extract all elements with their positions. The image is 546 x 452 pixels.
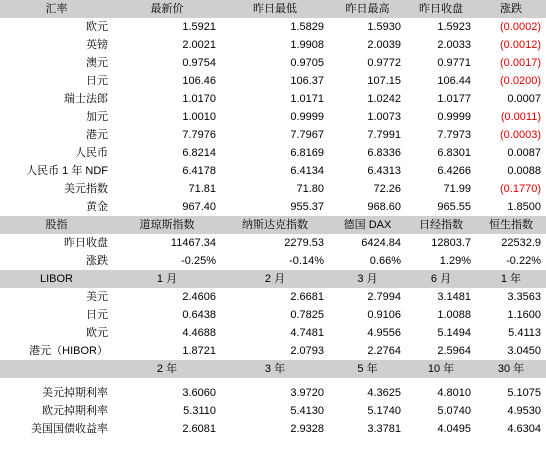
value-cell: 72.26	[373, 183, 401, 195]
libor-header-row	[0, 270, 546, 288]
value-cell: 965.55	[437, 201, 471, 213]
row-label: 日元	[86, 75, 108, 87]
row-label: 美元指数	[64, 183, 108, 195]
value-cell: 5.1494	[437, 327, 471, 339]
value-cell: 3.1481	[437, 291, 471, 303]
value-cell: 2.0793	[290, 345, 324, 357]
fx-row	[0, 72, 546, 90]
change-cell: (0.0017)	[500, 57, 541, 69]
value-cell: 2.0039	[367, 39, 401, 51]
indices-header-row	[0, 216, 546, 234]
fx-header-cell: 涨跌	[476, 0, 546, 18]
value-cell: 2.2764	[367, 345, 401, 357]
libor-row	[0, 288, 546, 306]
row-label: 英镑	[86, 39, 108, 51]
fx-row	[0, 198, 546, 216]
value-cell: 0.9106	[367, 309, 401, 321]
value-cell: 3.9720	[290, 387, 324, 399]
change-cell: (0.0011)	[500, 111, 541, 123]
value-cell: 2279.53	[284, 237, 324, 249]
value-cell: 22532.9	[501, 237, 541, 249]
value-cell: 7.7991	[367, 129, 401, 141]
value-cell: 6.8336	[367, 147, 401, 159]
value-cell: 2.4606	[182, 291, 216, 303]
libor-row	[0, 342, 546, 360]
libor-header-cell: LIBOR	[0, 270, 113, 288]
value-cell: 107.15	[367, 75, 401, 87]
row-label: 美元	[86, 291, 108, 303]
value-cell: 0.6438	[182, 309, 216, 321]
value-cell: 1.8721	[182, 345, 216, 357]
row-label: 欧元	[86, 21, 108, 33]
value-cell: 7.7973	[437, 129, 471, 141]
value-cell: 6.4313	[367, 165, 401, 177]
value-cell: 2.6681	[290, 291, 324, 303]
value-cell: 12803.7	[431, 237, 471, 249]
value-cell: 0.7825	[290, 309, 324, 321]
row-label: 昨日收盘	[64, 237, 108, 249]
swaps-header-cell: 30 年	[476, 360, 546, 378]
value-cell: 1.0010	[182, 111, 216, 123]
row-label: 日元	[86, 309, 108, 321]
value-cell: 955.37	[290, 201, 324, 213]
value-cell: 1.0177	[437, 93, 471, 105]
indices-row	[0, 234, 546, 252]
value-cell: 1.5829	[290, 21, 324, 33]
value-cell: 0.66%	[369, 255, 401, 267]
row-label: 黄金	[86, 201, 108, 213]
value-cell: 2.6081	[182, 423, 216, 435]
value-cell: 1.0170	[182, 93, 216, 105]
value-cell: 11467.34	[170, 237, 216, 249]
row-label: 澳元	[86, 57, 108, 69]
value-cell: 5.1740	[367, 405, 401, 417]
value-cell: 1.5923	[437, 21, 471, 33]
indices-header-cell: 道琼斯指数	[113, 216, 221, 234]
value-cell: 0.9999	[437, 111, 471, 123]
value-cell: 6.8169	[290, 147, 324, 159]
swaps-row	[0, 420, 546, 438]
value-cell: 6.4266	[437, 165, 471, 177]
value-cell: 4.3625	[367, 387, 401, 399]
swaps-row	[0, 384, 546, 402]
change-cell: (0.0012)	[500, 39, 541, 51]
fx-row	[0, 54, 546, 72]
fx-row	[0, 90, 546, 108]
value-cell: 5.3110	[183, 405, 216, 417]
value-cell: 0.9705	[290, 57, 324, 69]
libor-header-cell: 6 月	[406, 270, 476, 288]
value-cell: 0.9772	[367, 57, 401, 69]
value-cell: -0.25%	[181, 255, 216, 267]
value-cell: -0.14%	[289, 255, 324, 267]
indices-header-cell: 纳斯达克指数	[221, 216, 329, 234]
value-cell: 1.9908	[290, 39, 324, 51]
swaps-header-cell: 5 年	[329, 360, 406, 378]
value-cell: 968.60	[367, 201, 401, 213]
value-cell: 6.4178	[182, 165, 216, 177]
value-cell: 1.0088	[437, 309, 471, 321]
fx-header-cell: 昨日最高	[329, 0, 406, 18]
change-cell: (0.0003)	[500, 129, 541, 141]
row-label: 瑞士法郎	[64, 93, 108, 105]
row-label: 美国国债收益率	[31, 423, 108, 435]
value-cell: 106.46	[182, 75, 216, 87]
value-cell: 71.80	[296, 183, 324, 195]
value-cell: 71.99	[443, 183, 471, 195]
change-cell: (0.1770)	[500, 183, 541, 195]
value-cell: 1.0171	[290, 93, 324, 105]
value-cell: 5.4113	[508, 327, 541, 339]
change-cell: 1.8500	[507, 201, 541, 213]
fx-row	[0, 126, 546, 144]
value-cell: 6424.84	[361, 237, 401, 249]
value-cell: 2.0033	[437, 39, 471, 51]
value-cell: -0.22%	[506, 255, 541, 267]
value-cell: 6.4134	[290, 165, 324, 177]
libor-header-cell: 3 月	[329, 270, 406, 288]
libor-header-cell: 1 年	[476, 270, 546, 288]
value-cell: 2.7994	[367, 291, 401, 303]
fx-header-cell: 昨日收盘	[406, 0, 476, 18]
value-cell: 4.0495	[437, 423, 471, 435]
value-cell: 7.7967	[290, 129, 324, 141]
swaps-header-cell: 3 年	[221, 360, 329, 378]
value-cell: 4.6304	[507, 423, 541, 435]
value-cell: 106.37	[290, 75, 324, 87]
row-label: 港元（HIBOR）	[29, 345, 108, 357]
change-cell: 0.0007	[507, 93, 541, 105]
value-cell: 5.4130	[290, 405, 324, 417]
value-cell: 0.9771	[437, 57, 471, 69]
change-cell: 0.0088	[507, 165, 541, 177]
change-cell: (0.0002)	[500, 21, 541, 33]
value-cell: 0.9999	[290, 111, 324, 123]
indices-header-cell: 恒生指数	[476, 216, 546, 234]
value-cell: 3.0450	[507, 345, 541, 357]
libor-row	[0, 324, 546, 342]
value-cell: 1.29%	[439, 255, 471, 267]
value-cell: 1.5930	[367, 21, 401, 33]
fx-row	[0, 144, 546, 162]
indices-header-cell: 股指	[0, 216, 113, 234]
swaps-header-cell: 2 年	[113, 360, 221, 378]
row-label: 加元	[86, 111, 108, 123]
value-cell: 1.5921	[182, 21, 216, 33]
swaps-header-row	[0, 360, 546, 378]
fx-row	[0, 180, 546, 198]
value-cell: 3.3563	[507, 291, 541, 303]
value-cell: 6.8301	[437, 147, 471, 159]
fx-row	[0, 108, 546, 126]
row-label: 欧元	[86, 327, 108, 339]
change-cell: (0.0200)	[500, 75, 541, 87]
value-cell: 7.7976	[182, 129, 216, 141]
swaps-header-cell	[0, 360, 113, 378]
value-cell: 5.1075	[507, 387, 541, 399]
row-label: 人民币 1 年 NDF	[26, 165, 108, 177]
value-cell: 106.44	[437, 75, 471, 87]
fx-header-cell: 最新价	[113, 0, 221, 18]
value-cell: 4.9530	[507, 405, 541, 417]
value-cell: 5.0740	[437, 405, 471, 417]
swaps-header-cell: 10 年	[406, 360, 476, 378]
value-cell: 4.9556	[367, 327, 401, 339]
libor-header-cell: 1 月	[113, 270, 221, 288]
value-cell: 2.0021	[182, 39, 216, 51]
value-cell: 6.8214	[182, 147, 216, 159]
swaps-row	[0, 402, 546, 420]
value-cell: 1.0073	[367, 111, 401, 123]
row-label: 涨跌	[86, 255, 108, 267]
value-cell: 1.0242	[367, 93, 401, 105]
fx-row	[0, 18, 546, 36]
indices-header-cell: 德国 DAX	[329, 216, 406, 234]
fx-header-row	[0, 0, 546, 18]
libor-row	[0, 306, 546, 324]
indices-header-cell: 日经指数	[406, 216, 476, 234]
value-cell: 4.8010	[437, 387, 471, 399]
fx-header-cell: 汇率	[0, 0, 113, 18]
row-label: 港元	[86, 129, 108, 141]
value-cell: 2.5964	[437, 345, 471, 357]
value-cell: 4.7481	[290, 327, 324, 339]
value-cell: 2.9328	[290, 423, 324, 435]
row-label: 欧元掉期利率	[42, 405, 108, 417]
row-label: 人民币	[75, 147, 108, 159]
value-cell: 4.4688	[182, 327, 216, 339]
fx-row	[0, 36, 546, 54]
value-cell: 967.40	[182, 201, 216, 213]
value-cell: 3.3781	[367, 423, 401, 435]
value-cell: 1.1600	[507, 309, 541, 321]
value-cell: 0.9754	[182, 57, 216, 69]
value-cell: 3.6060	[182, 387, 216, 399]
indices-row	[0, 252, 546, 270]
fx-row	[0, 162, 546, 180]
value-cell: 71.81	[188, 183, 216, 195]
fx-header-cell: 昨日最低	[221, 0, 329, 18]
libor-header-cell: 2 月	[221, 270, 329, 288]
row-label: 美元掉期利率	[42, 387, 108, 399]
change-cell: 0.0087	[507, 147, 541, 159]
